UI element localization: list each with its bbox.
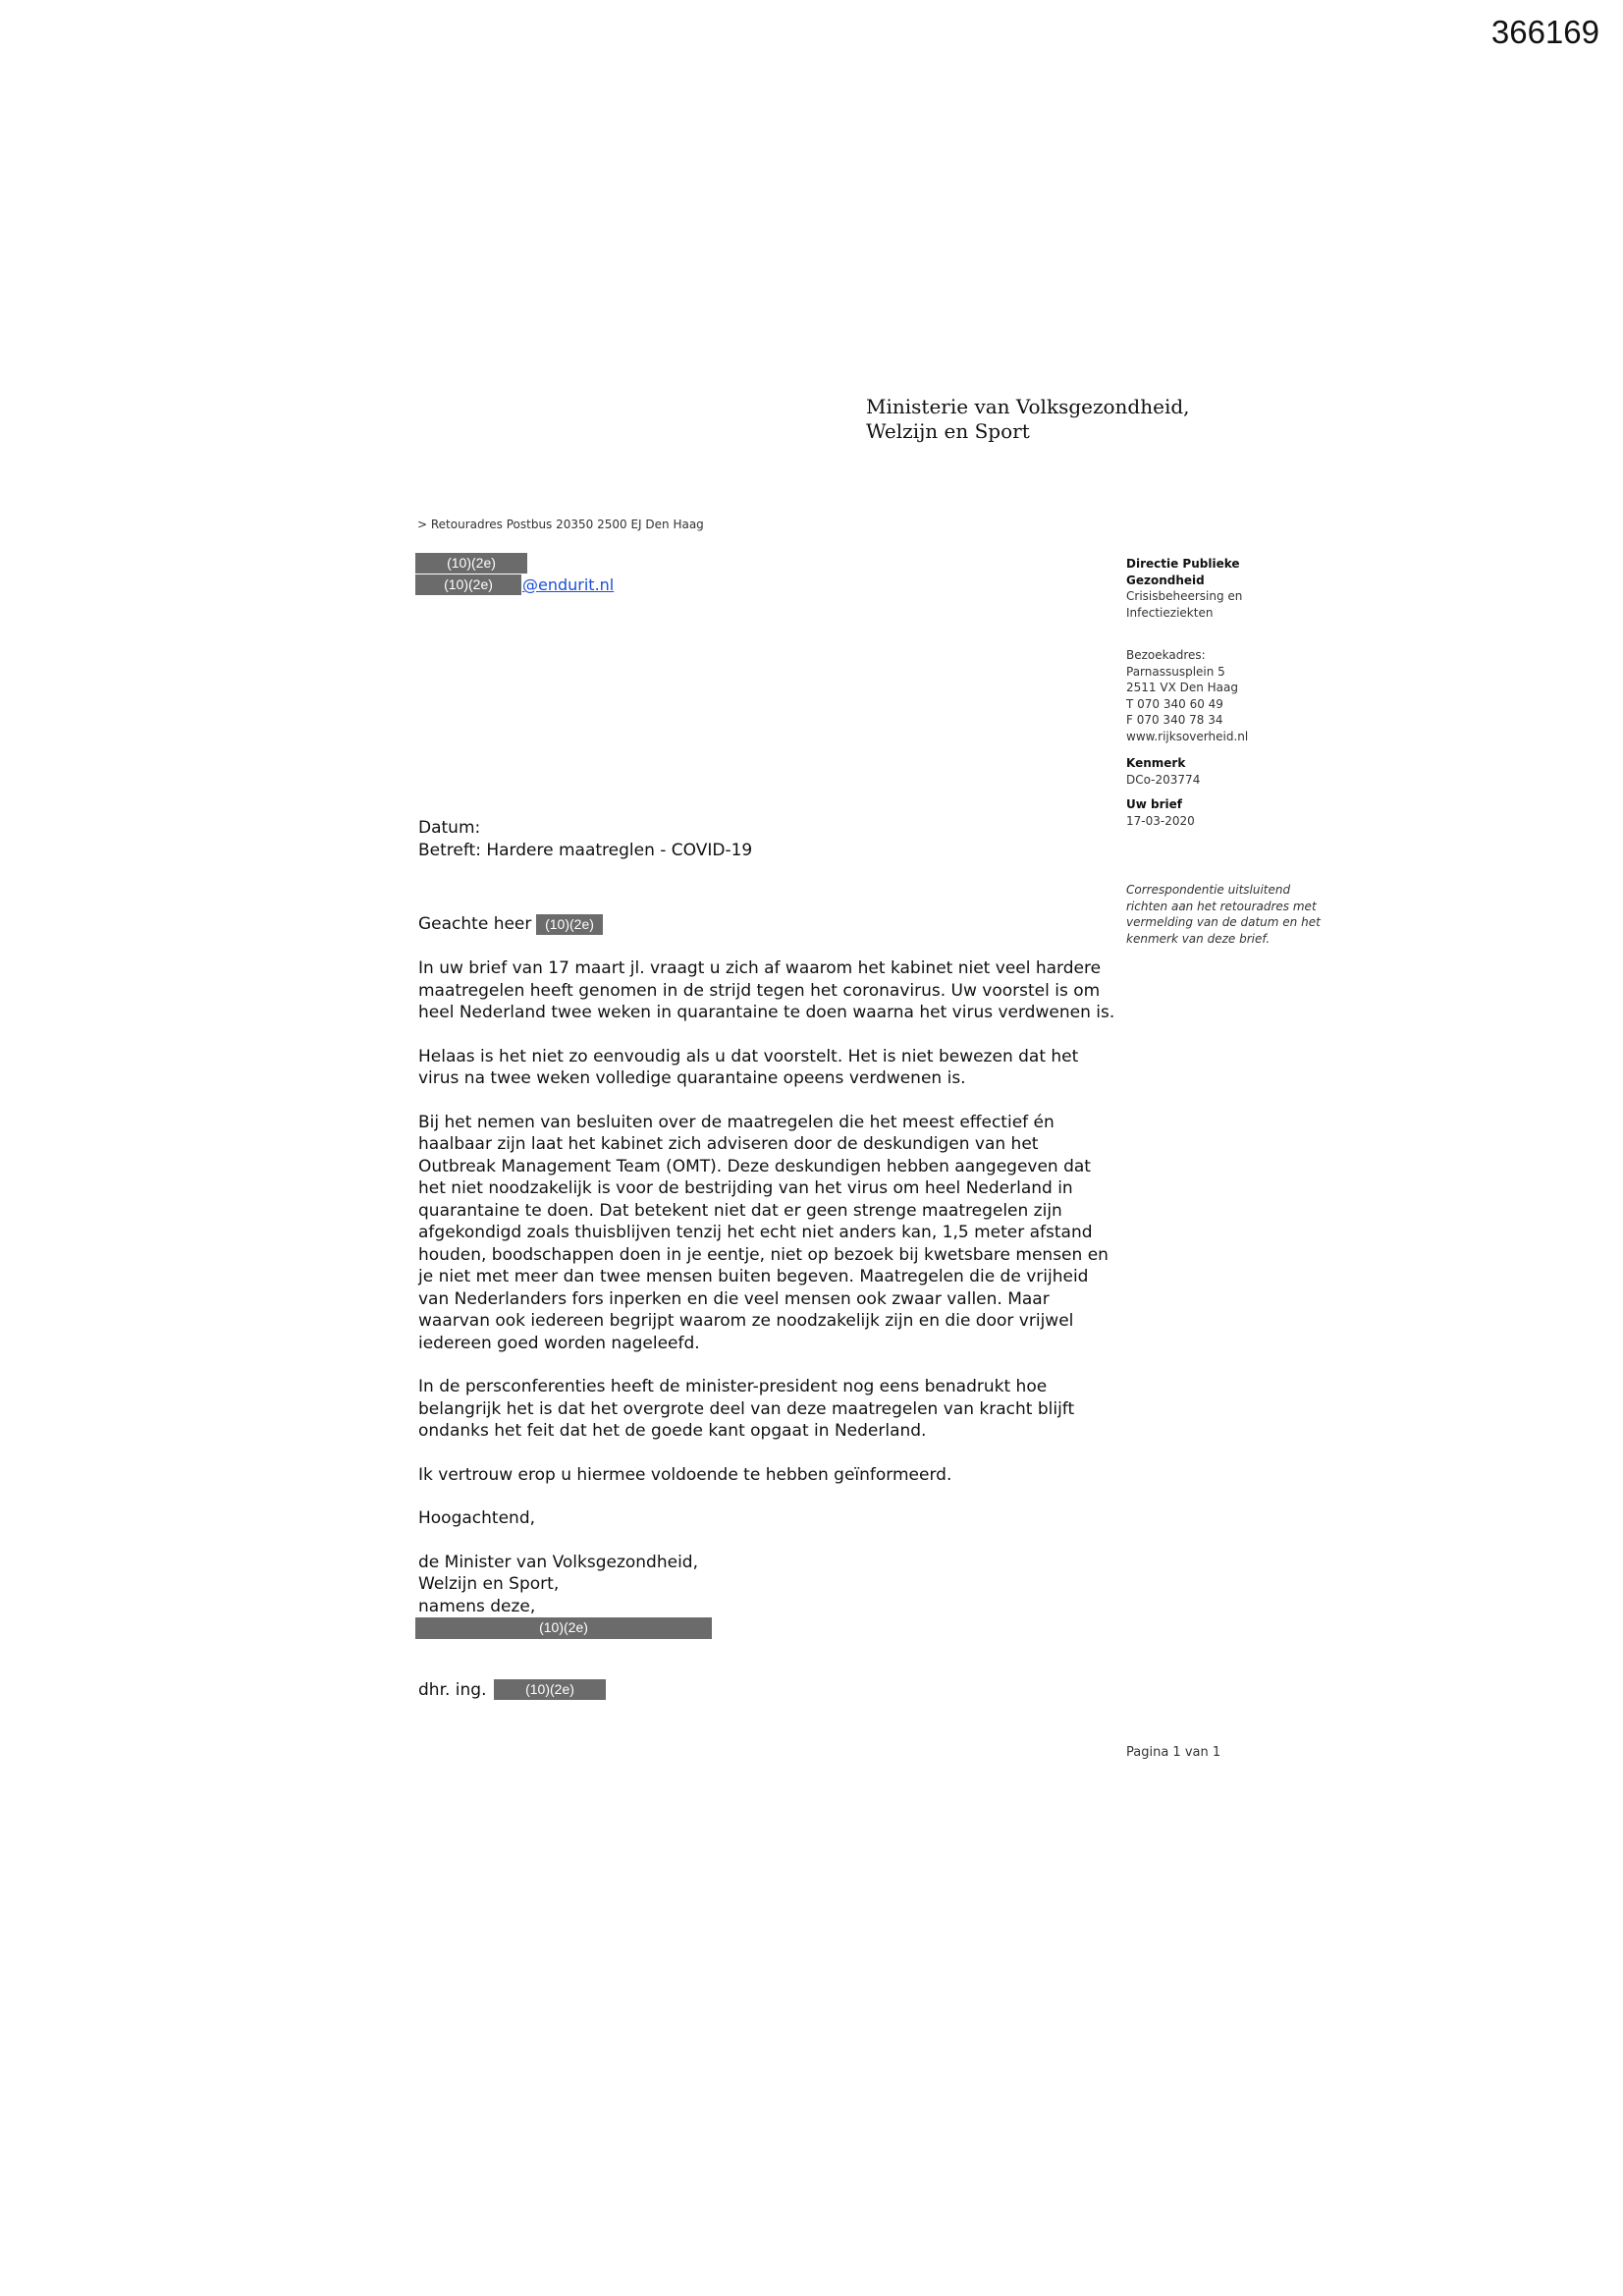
ministry-line-1: Ministerie van Volksgezondheid, bbox=[866, 395, 1190, 418]
visit-fax: F 070 340 78 34 bbox=[1126, 713, 1223, 727]
correspondence-note: Correspondentie uitsluitend richten aan het retouradres met vermelding van de datum en het kenmerk van deze brief. bbox=[1126, 883, 1321, 946]
closing: Hoogachtend, bbox=[418, 1508, 536, 1528]
page-number: Pagina 1 van 1 bbox=[1126, 1745, 1221, 1760]
paragraph-3: Bij het nemen van besluiten over de maatregelen die het meest effectief én haalbaar zijn laat het kabinet zich adviseren door de deskundigen van het Outbreak Management Team (OMT). Deze deskundigen hebben aangegeven dat het niet noodzakelijk is voor de bestrijding van het virus om heel Nederland in quarantaine te doen. Dat betekent niet dat er geen strenge maatregelen zijn afgekondigd zoals thuisblijven tenzij het echt niet anders kan, 1,5 meter afstand houden, boodschappen doen in je eentje, niet op bezoek bij kwetsbare mensen en je niet met meer dan twee mensen buiten begeven. Maatregelen die de vrijheid van Nederlanders fors inperken en die veel mensen ook zwaar vallen. Maar waarvan ook iedereen begrijpt waarom ze noodzakelijk zijn en die door vrijwel iedereen goed worden nageleefd. bbox=[418, 1112, 1109, 1353]
salutation: Geachte heer bbox=[418, 914, 532, 934]
signature-line-1: de Minister van Volksgezondheid, bbox=[418, 1552, 698, 1572]
visit-street: Parnassusplein 5 bbox=[1126, 664, 1225, 679]
dept-line-2: Gezondheid bbox=[1126, 573, 1205, 587]
sidebar-visit-address bbox=[1126, 647, 1248, 744]
redaction-salutation-name: (10)(2e) bbox=[536, 914, 603, 935]
sidebar-your-letter bbox=[1126, 796, 1195, 829]
letter-subject: Betreft: Hardere maatreglen - COVID-19 bbox=[418, 841, 753, 860]
redaction-signer-name: (10)(2e) bbox=[494, 1679, 606, 1700]
letter-date: Datum: bbox=[418, 818, 481, 838]
sidebar-department bbox=[1126, 556, 1242, 621]
ministry-line-2: Welzijn en Sport bbox=[866, 419, 1030, 443]
paragraph-1: In uw brief van 17 maart jl. vraagt u zich af waarom het kabinet niet veel hardere maatregelen heeft genomen in de strijd tegen het coronavirus. Uw voorstel is om heel Nederland twee weken in quarantaine te doen waarna het virus verdwenen is. bbox=[418, 958, 1115, 1022]
signer-prefix: dhr. ing. bbox=[418, 1680, 487, 1700]
redaction-signature: (10)(2e) bbox=[415, 1617, 712, 1639]
redaction-recipient-email: (10)(2e) bbox=[415, 574, 521, 595]
ref-label: Kenmerk bbox=[1126, 756, 1186, 770]
signature-line-2: Welzijn en Sport, bbox=[418, 1574, 560, 1594]
ministry-logo-text bbox=[866, 395, 1190, 444]
paragraph-5: Ik vertrouw erop u hiermee voldoende te hebben geïnformeerd. bbox=[418, 1464, 952, 1485]
recipient-email-link[interactable]: @endurit.nl bbox=[522, 575, 615, 594]
ref-value: DCo-203774 bbox=[1126, 772, 1201, 787]
paragraph-4: In de persconferenties heeft de minister-president nog eens benadrukt hoe belangrijk het is dat het overgrote deel van deze maatregelen van kracht blijft ondanks het feit dat het de goede kant opgaat in Nederland. bbox=[418, 1377, 1075, 1441]
sidebar-reference bbox=[1126, 755, 1200, 788]
visit-label: Bezoekadres: bbox=[1126, 648, 1206, 662]
letter-body bbox=[418, 957, 1115, 1617]
visit-city: 2511 VX Den Haag bbox=[1126, 681, 1238, 694]
dept-line-1: Directie Publieke bbox=[1126, 557, 1240, 571]
your-letter-label: Uw brief bbox=[1126, 797, 1182, 811]
redaction-recipient-name: (10)(2e) bbox=[415, 553, 527, 574]
return-address: > Retouradres Postbus 20350 2500 EJ Den Haag bbox=[417, 518, 704, 531]
visit-website: www.rijksoverheid.nl bbox=[1126, 729, 1249, 743]
document-id: 366169 bbox=[1490, 14, 1599, 50]
your-letter-date: 17-03-2020 bbox=[1126, 813, 1195, 828]
unit-line-2: Infectieziekten bbox=[1126, 605, 1214, 620]
unit-line-1: Crisisbeheersing en bbox=[1126, 589, 1243, 603]
signature-line-3: namens deze, bbox=[418, 1596, 536, 1616]
paragraph-2: Helaas is het niet zo eenvoudig als u dat voorstelt. Het is niet bewezen dat het virus na twee weken volledige quarantaine opeens verdwenen is. bbox=[418, 1046, 1079, 1088]
visit-phone: T 070 340 60 49 bbox=[1126, 696, 1223, 711]
